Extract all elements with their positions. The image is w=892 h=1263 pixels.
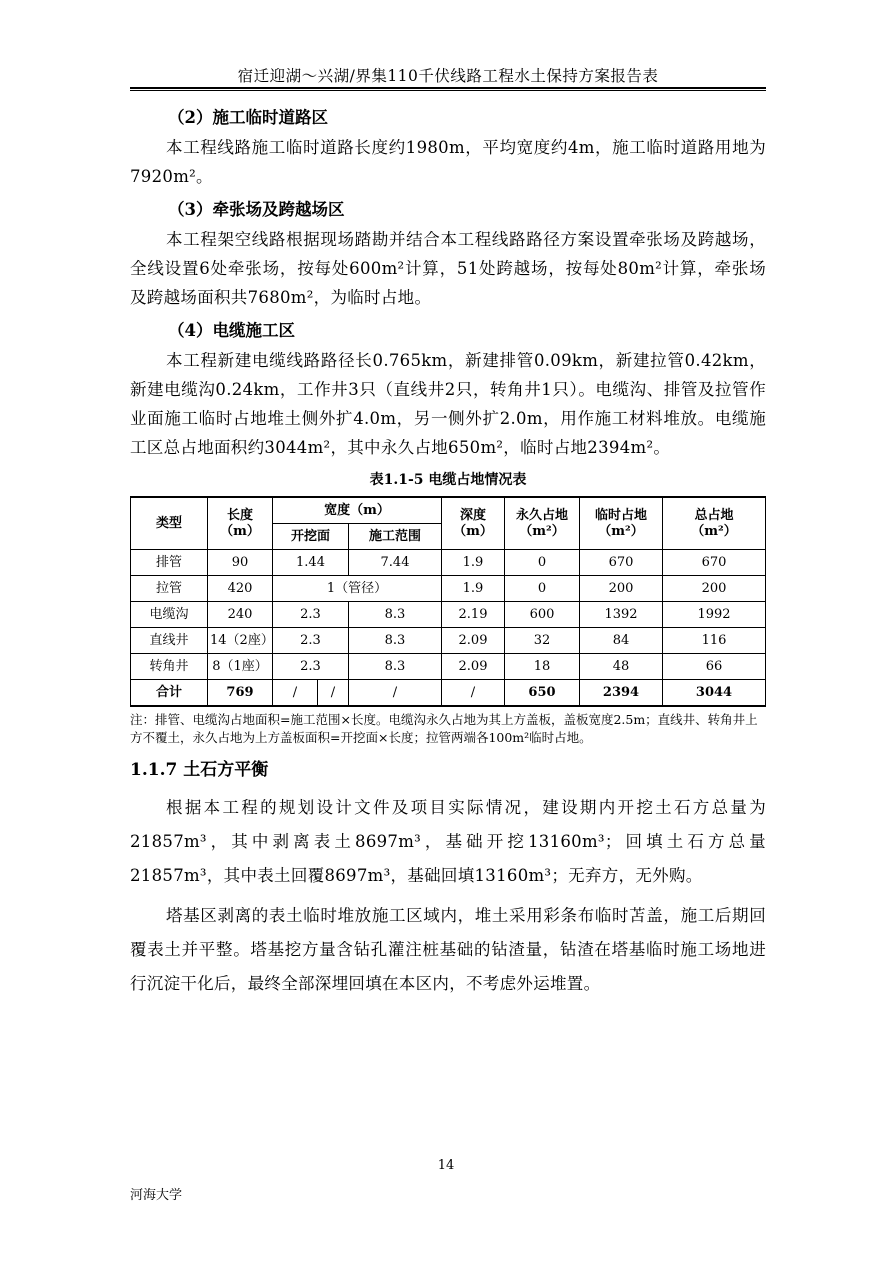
cell-depth: 2.09 (442, 628, 505, 654)
cell-permanent: 600 (505, 602, 580, 628)
table-header-row (131, 497, 766, 524)
cell-length: 90 (208, 550, 273, 576)
cell-permanent: 0 (505, 576, 580, 602)
section-heading-temp-road: （2）施工临时道路区 (168, 108, 328, 127)
cell-dig: 2.3 (273, 654, 349, 680)
cell-length: 240 (208, 602, 273, 628)
paragraph-temp-road: 本工程线路施工临时道路长度约1980m，平均宽度约4m，施工临时道路用地为7920m²。 (130, 138, 766, 186)
cell-dig-b: / (318, 680, 349, 707)
cell-permanent: 650 (505, 680, 580, 707)
paragraph-earthwork-2: 塔基区剥离的表土临时堆放施工区域内，堆土采用彩条布临时苫盖，施工后期回覆表土并平整。塔基挖方量含钻孔灌注桩基础的钻渣量，钻渣在塔基临时施工场地进行沉淀干化后，最终全部深埋回填在本区内，不考虑外运堆置。 (130, 906, 766, 993)
page-content (130, 103, 766, 1001)
cell-width-merged: 1（管径） (273, 576, 442, 602)
cell-temporary: 670 (580, 550, 663, 576)
cell-total: 116 (663, 628, 766, 654)
cell-type: 排管 (131, 550, 208, 576)
cell-dig-a: / (273, 680, 318, 707)
cell-depth: 1.9 (442, 550, 505, 576)
cell-total: 1992 (663, 602, 766, 628)
cell-type: 转角井 (131, 654, 208, 680)
table-caption: 表1.1-5 电缆占地情况表 (369, 472, 527, 488)
header-type: 类型 (131, 497, 208, 550)
header-rule-thin (130, 90, 766, 91)
cell-temporary: 1392 (580, 602, 663, 628)
cell-temporary: 48 (580, 654, 663, 680)
cell-type: 电缆沟 (131, 602, 208, 628)
cell-length: 8（1座） (208, 654, 273, 680)
cable-land-table (130, 496, 766, 707)
cell-type: 直线井 (131, 628, 208, 654)
cell-type: 拉管 (131, 576, 208, 602)
cell-dig: 1.44 (273, 550, 349, 576)
cell-total: 66 (663, 654, 766, 680)
table-row (131, 628, 766, 654)
page-number: 14 (437, 1158, 455, 1173)
cell-length: 14（2座） (208, 628, 273, 654)
header-width: 宽度（m） (273, 497, 442, 524)
header-depth: 深度 （m） (442, 497, 505, 550)
header-width-range: 施工范围 (349, 524, 442, 550)
running-header: 宿迁迎湖～兴湖/界集110千伏线路工程水土保持方案报告表 (237, 67, 659, 85)
footer-org: 河海大学 (130, 1188, 183, 1203)
cell-length: 420 (208, 576, 273, 602)
cell-dig: 2.3 (273, 628, 349, 654)
cell-permanent: 18 (505, 654, 580, 680)
table-note: 注：排管、电缆沟占地面积=施工范围×长度。电缆沟永久占地为其上方盖板，盖板宽度2.5m；直线井、转角井上方不覆土，永久占地为上方盖板面积=开挖面×长度；拉管两端各100m²临时占地。 (130, 712, 758, 745)
table-total-row (131, 680, 766, 707)
cell-depth: 1.9 (442, 576, 505, 602)
header-rule-thick (130, 87, 766, 89)
cell-depth: / (442, 680, 505, 707)
cell-permanent: 32 (505, 628, 580, 654)
cell-depth: 2.19 (442, 602, 505, 628)
cell-range: 8.3 (349, 654, 442, 680)
header-temporary: 临时占地 （m²） (580, 497, 663, 550)
cell-total: 670 (663, 550, 766, 576)
table-row (131, 550, 766, 576)
paragraph-tension-site: 本工程架空线路根据现场踏勘并结合本工程线路路径方案设置牵张场及跨越场，全线设置6处牵张场，按每处600m²计算，51处跨越场，按每处80m²计算，牵张场及跨越场面积共7680m²，为临时占地。 (130, 230, 766, 307)
cell-type: 合计 (131, 680, 208, 707)
cell-total: 200 (663, 576, 766, 602)
cell-range: / (349, 680, 442, 707)
table-row (131, 654, 766, 680)
cell-range: 8.3 (349, 628, 442, 654)
cell-total: 3044 (663, 680, 766, 707)
cell-range: 8.3 (349, 602, 442, 628)
section-heading-tension-site: （3）牵张场及跨越场区 (168, 200, 345, 219)
paragraph-earthwork-1: 根据本工程的规划设计文件及项目实际情况，建设期内开挖土石方总量为21857m³，其中剥离表土8697m³，基础开挖13160m³；回填土石方总量21857m³，其中表土回覆8697m³，基础回填13160m³；无弃方，无外购。 (130, 798, 766, 885)
cell-depth: 2.09 (442, 654, 505, 680)
cell-permanent: 0 (505, 550, 580, 576)
table-row (131, 576, 766, 602)
section-heading-cable-area: （4）电缆施工区 (168, 321, 295, 340)
paragraph-cable-area: 本工程新建电缆线路路径长0.765km，新建排管0.09km，新建拉管0.42km，新建电缆沟0.24km，工作井3只（直线井2只，转角井1只）。电缆沟、排管及拉管作业面施工临时占地堆土侧外扩4.0m，另一侧外扩2.0m，用作施工材料堆放。电缆施工区总占地面积约3044m²，其中永久占地650m²，临时占地2394m²。 (130, 351, 766, 457)
header-width-dig: 开挖面 (273, 524, 349, 550)
header-length: 长度 （m） (208, 497, 273, 550)
cell-temporary: 2394 (580, 680, 663, 707)
cell-dig: 2.3 (273, 602, 349, 628)
header-total: 总占地 （m²） (663, 497, 766, 550)
table-row (131, 602, 766, 628)
cell-length: 769 (208, 680, 273, 707)
section-heading-earthwork: 1.1.7 土石方平衡 (130, 760, 269, 780)
header-permanent: 永久占地 （m²） (505, 497, 580, 550)
cell-temporary: 84 (580, 628, 663, 654)
cell-temporary: 200 (580, 576, 663, 602)
cell-range: 7.44 (349, 550, 442, 576)
